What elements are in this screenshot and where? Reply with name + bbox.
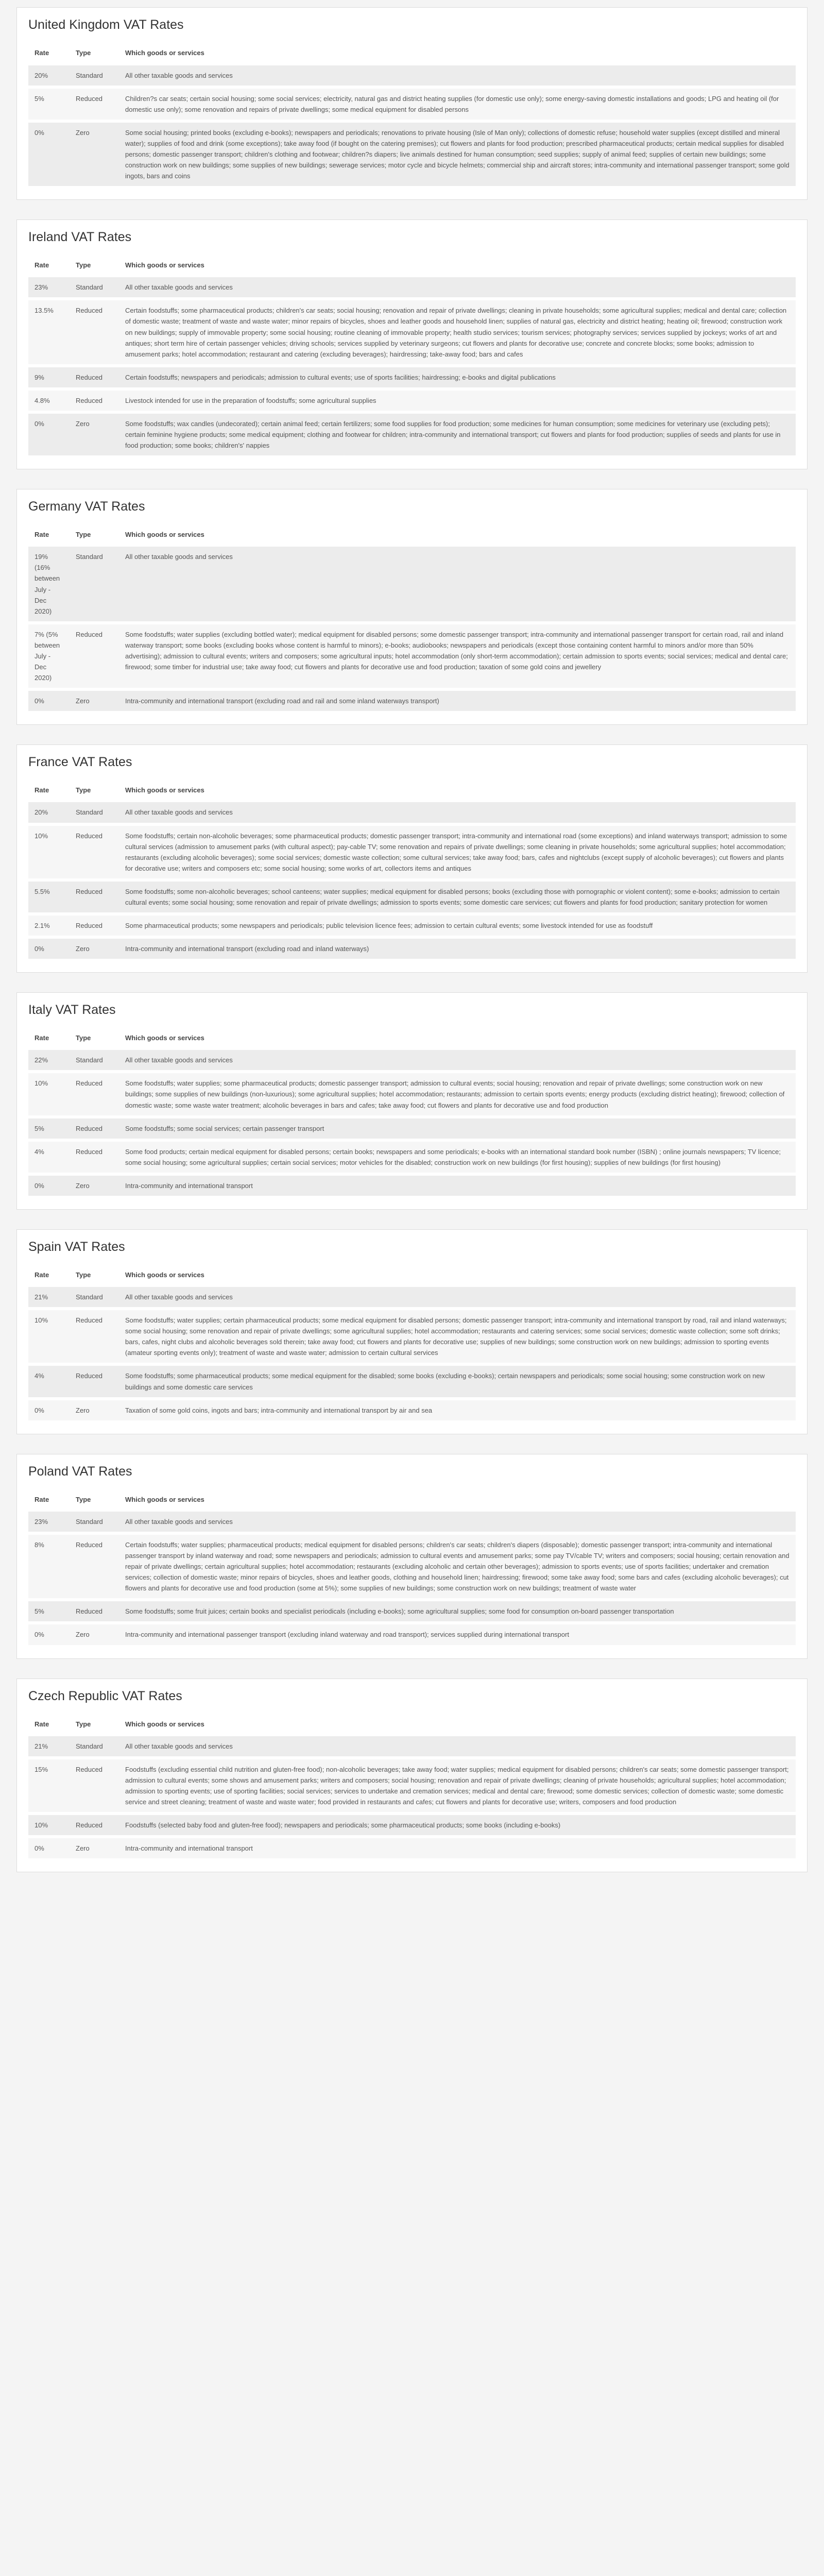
rate-cell: 0% xyxy=(28,1624,70,1645)
type-column-header: Type xyxy=(76,1270,91,1279)
table-row xyxy=(28,1118,796,1139)
table-header-row xyxy=(28,256,796,275)
rate-cell: 2.1% xyxy=(28,916,70,936)
goods-column-header: Which goods or services xyxy=(125,261,204,269)
goods-cell: Intra-community and international transport (excluding road and inland waterways) xyxy=(119,939,796,959)
type-cell: Standard xyxy=(70,802,119,822)
type-cell: Reduced xyxy=(70,367,119,387)
country-vat-title: Germany VAT Rates xyxy=(28,499,145,514)
table-row xyxy=(28,1512,796,1532)
goods-cell: All other taxable goods and services xyxy=(119,1736,796,1756)
table-row xyxy=(28,1838,796,1858)
table-row xyxy=(28,1050,796,1070)
rate-cell: 22% xyxy=(28,1050,70,1070)
rate-cell: 9% xyxy=(28,367,70,387)
type-cell: Zero xyxy=(70,414,119,455)
goods-cell: Intra-community and international transport (excluding road and rail and some inland waterways transport) xyxy=(119,691,796,711)
type-cell: Reduced xyxy=(70,300,119,364)
goods-cell: All other taxable goods and services xyxy=(119,1050,796,1070)
goods-cell: All other taxable goods and services xyxy=(119,277,796,297)
rate-cell: 0% xyxy=(28,939,70,959)
goods-cell: Foodstuffs (selected baby food and gluten-free food); newspapers and periodicals; some pharmaceutical products; some books (including e-books) xyxy=(119,1815,796,1835)
type-cell: Zero xyxy=(70,691,119,711)
rate-cell: 5% xyxy=(28,1118,70,1139)
table-row xyxy=(28,414,796,455)
goods-cell: Some food products; certain medical equipment for disabled persons; certain books; newspapers and some periodicals; e-books with an international standard book number (ISBN) ; online journals newspapers; TV licence; some social housing; some agricultural supplies; certain social services; motor vehicles for the disabled; construction work on new buildings (for first housing); supplies of new buildings (for first housing) xyxy=(119,1142,796,1173)
table-row xyxy=(28,882,796,912)
type-cell: Reduced xyxy=(70,1118,119,1139)
type-cell: Zero xyxy=(70,1400,119,1420)
table-row xyxy=(28,1624,796,1645)
country-vat-card xyxy=(16,1454,808,1659)
goods-cell: Some foodstuffs; water supplies (excluding bottled water); medical equipment for disabled persons; some domestic passenger transport; intra-community and international passenger transport for certain road, rail and inland waterway transport; some books (excluding books whose content is harmful to minors); e-books; audiobooks; newspapers and periodicals (except those containing content harmful to minors and/or more than 50% advertising); admission to cultural events; writers and composers; some agricultural inputs; hotel accommodation (only short-term accommodation); certain admission to sports events; social services; medical and dental care; firewood; some timber for industrial use; take away food; cut flowers and plants for decorative use and food production; taxation of some gold coins and jewellery xyxy=(119,624,796,688)
goods-cell: Foodstuffs (excluding essential child nutrition and gluten-free food); non-alcoholic beverages; take away food; water supplies; medical equipment for disabled persons; children's car seats; some domestic passenger transport; admission to cultural events; some shows and amusement parks; writers and composers; social housing; renovation and repair of private dwellings; cleaning of private households; agricultural supplies; hotel accommodation; admission to sporting events; use of sporting facilities; social services; services to undertake and cremation services; medical and dental care; firewood; some domestic services; collection of domestic waste; some domestic service and street cleaning; treatment of waste and waste water; food provided in restaurants and cafes; cut flowers and plants for decorative use; writers, composers and food production xyxy=(119,1759,796,1812)
goods-column-header: Which goods or services xyxy=(125,49,204,57)
goods-column-header: Which goods or services xyxy=(125,1495,204,1503)
type-column-header: Type xyxy=(76,1033,91,1042)
rate-column-header: Rate xyxy=(35,786,49,794)
vat-rates-table xyxy=(28,253,796,459)
rate-cell: 10% xyxy=(28,826,70,878)
rate-cell: 10% xyxy=(28,1815,70,1835)
type-cell: Reduced xyxy=(70,882,119,912)
type-column-header: Type xyxy=(76,1720,91,1728)
type-cell: Standard xyxy=(70,1050,119,1070)
country-vat-title: Italy VAT Rates xyxy=(28,1002,116,1017)
type-cell: Reduced xyxy=(70,1366,119,1397)
table-row xyxy=(28,802,796,822)
table-row xyxy=(28,367,796,387)
vat-rates-table xyxy=(28,778,796,962)
goods-cell: All other taxable goods and services xyxy=(119,802,796,822)
goods-cell: Some foodstuffs; some social services; certain passenger transport xyxy=(119,1118,796,1139)
rate-cell: 20% xyxy=(28,65,70,86)
country-vat-title: France VAT Rates xyxy=(28,754,132,769)
type-cell: Reduced xyxy=(70,1601,119,1621)
table-row xyxy=(28,624,796,688)
vat-rates-table xyxy=(28,41,796,189)
rate-cell: 5% xyxy=(28,1601,70,1621)
goods-cell: Some foodstuffs; wax candles (undecorated); certain animal feed; certain fertilizers; some food supplies for food production; some medicines for human consumption; some medicines for veterinary use (excluding pets); certain feminine hygiene products; some medical equipment; clothing and footwear for children; intra-community and international transport; cut flowers and plants for food production; supplies of seeds and plants for use in food production; some books; children's' nappies xyxy=(119,414,796,455)
type-cell: Reduced xyxy=(70,391,119,411)
rate-column-header: Rate xyxy=(35,1495,49,1503)
table-row xyxy=(28,1287,796,1307)
goods-cell: Some foodstuffs; water supplies; some pharmaceutical products; domestic passenger transport; admission to cultural events; social housing; renovation and repair of private dwellings; some construction work on new buildings; some supplies of new buildings (non-luxurious); some agricultural supplies; hotel accommodation; restaurants; admission to certain sports events; energy products (excluding district heating); firewood; collection of domestic waste; some waste water treatment; alcoholic beverages in bars and cafes; take away food; cut flowers and plants for decorative use and food production xyxy=(119,1073,796,1115)
rate-cell: 20% xyxy=(28,802,70,822)
table-row xyxy=(28,1142,796,1173)
table-row xyxy=(28,1736,796,1756)
type-cell: Zero xyxy=(70,123,119,186)
type-cell: Reduced xyxy=(70,89,119,120)
rate-cell: 10% xyxy=(28,1073,70,1115)
goods-cell: Certain foodstuffs; water supplies; pharmaceutical products; medical equipment for disabled persons; children's car seats; children's diapers (disposable); domestic passenger transport; intra-community and international passenger transport by inland waterway and road; some newspapers and periodicals; admission to cultural events and amusement parks; some pay TV/cable TV; writers and composers; social housing; certain renovation and repair of private dwellings; certain agricultural supplies; hotel accommodation; restaurants (excluding alcoholic and certain other beverages); admission to sports events; use of sports facilities; undertaker and cremation services; collection of domestic waste; minor repairs of bicycles, shoes and leather goods, clothing and household linen; hairdressing; firewood; some take away food; some bars and cafes (excluding alcoholic beverages); cut flowers and plants for decorative use and food production (some at 5%); some supplies of new buildings; some construction work on new buildings; treatment of waste water xyxy=(119,1535,796,1598)
rate-cell: 21% xyxy=(28,1736,70,1756)
type-cell: Reduced xyxy=(70,1535,119,1598)
table-row xyxy=(28,547,796,621)
table-row xyxy=(28,65,796,86)
table-row xyxy=(28,1176,796,1196)
type-cell: Reduced xyxy=(70,1142,119,1173)
goods-cell: Intra-community and international passenger transport (excluding inland waterway and road transport); services supplied during international transport xyxy=(119,1624,796,1645)
country-vat-title: Poland VAT Rates xyxy=(28,1464,132,1479)
type-cell: Reduced xyxy=(70,826,119,878)
rate-cell: 4.8% xyxy=(28,391,70,411)
table-header-row xyxy=(28,1715,796,1734)
vat-rates-table xyxy=(28,522,796,714)
rate-column-header: Rate xyxy=(35,1033,49,1042)
rate-column-header: Rate xyxy=(35,49,49,57)
rate-cell: 0% xyxy=(28,414,70,455)
table-row xyxy=(28,1310,796,1363)
rate-cell: 19% (16% between July - Dec 2020) xyxy=(28,547,70,621)
table-row xyxy=(28,1601,796,1621)
goods-cell: Intra-community and international transport xyxy=(119,1176,796,1196)
rate-cell: 0% xyxy=(28,123,70,186)
country-vat-card xyxy=(16,744,808,973)
table-header-row xyxy=(28,1490,796,1509)
goods-cell: All other taxable goods and services xyxy=(119,547,796,621)
table-row xyxy=(28,277,796,297)
type-cell: Zero xyxy=(70,1624,119,1645)
goods-column-header: Which goods or services xyxy=(125,1720,204,1728)
type-cell: Standard xyxy=(70,65,119,86)
country-vat-card xyxy=(16,219,808,469)
type-cell: Standard xyxy=(70,1512,119,1532)
table-row xyxy=(28,916,796,936)
goods-cell: Taxation of some gold coins, ingots and bars; intra-community and international transport by air and sea xyxy=(119,1400,796,1420)
rate-cell: 4% xyxy=(28,1366,70,1397)
goods-cell: Certain foodstuffs; newspapers and periodicals; admission to cultural events; use of sports facilities; hairdressing; e-books and digital publications xyxy=(119,367,796,387)
rate-cell: 0% xyxy=(28,1176,70,1196)
table-row xyxy=(28,123,796,186)
type-cell: Reduced xyxy=(70,624,119,688)
goods-cell: All other taxable goods and services xyxy=(119,1287,796,1307)
country-vat-title: Spain VAT Rates xyxy=(28,1239,125,1254)
rate-cell: 4% xyxy=(28,1142,70,1173)
goods-cell: All other taxable goods and services xyxy=(119,1512,796,1532)
goods-cell: Some foodstuffs; certain non-alcoholic beverages; some pharmaceutical products; domestic passenger transport; intra-community and international road (some exceptions) and inland waterways transport; admission to some cultural services (admission to amusement parks (with cultural aspect); pay-cable TV; some renovation and repairs of private dwellings; some cleaning in private households; some agricultural supplies; hotel accommodation; restaurants (excluding alcoholic beverages); some social services; domestic waste collection; some cultural services; take away food; bars, cafes and nightclubs (except supply of alcoholic beverages); cut flowers and plants for decorative use; writers and composers etc; some social housing; some works of art, collectors items and antiques xyxy=(119,826,796,878)
goods-cell: Some foodstuffs; water supplies; certain pharmaceutical products; some medical equipment for disabled persons; domestic passenger transport; intra-community and international transport by road, rail and inland waterways; some social housing; some renovation and repair of private dwellings; some agricultural supplies; hotel accommodation; restaurants and catering services; some social services; domestic waste collection; some soft drinks; bars, cafes, night clubs and alcoholic beverages sold therein; take away food; cut flowers and plants for decorative use; supplies of new buildings; some construction work on new buildings; admission to sporting events (amateur sporting events only); treatment of waste and waste water; admission to certain cultural services xyxy=(119,1310,796,1363)
type-cell: Reduced xyxy=(70,1759,119,1812)
country-vat-card xyxy=(16,7,808,200)
rate-cell: 7% (5% between July - Dec 2020) xyxy=(28,624,70,688)
table-row xyxy=(28,826,796,878)
rate-cell: 5.5% xyxy=(28,882,70,912)
goods-cell: Some foodstuffs; some fruit juices; certain books and specialist periodicals (including e-books); some agricultural supplies; some food for consumption on-board passenger transportation xyxy=(119,1601,796,1621)
table-row xyxy=(28,1400,796,1420)
goods-cell: Some foodstuffs; some pharmaceutical products; some medical equipment for the disabled; some books (excluding e-books); certain newspapers and periodicals; some social housing; some construction work on new buildings and some domestic care services xyxy=(119,1366,796,1397)
type-column-header: Type xyxy=(76,786,91,794)
type-cell: Zero xyxy=(70,1838,119,1858)
type-cell: Zero xyxy=(70,1176,119,1196)
country-vat-card xyxy=(16,1229,808,1434)
table-row xyxy=(28,1759,796,1812)
rate-cell: 23% xyxy=(28,277,70,297)
type-cell: Reduced xyxy=(70,1815,119,1835)
rate-column-header: Rate xyxy=(35,261,49,269)
vat-rates-table xyxy=(28,1487,796,1648)
table-header-row xyxy=(28,44,796,62)
type-cell: Reduced xyxy=(70,1310,119,1363)
rate-cell: 8% xyxy=(28,1535,70,1598)
rate-cell: 23% xyxy=(28,1512,70,1532)
goods-cell: All other taxable goods and services xyxy=(119,65,796,86)
goods-cell: Certain foodstuffs; some pharmaceutical products; children's car seats; social housing; renovation and repair of private dwellings; cleaning in private households; some agricultural supplies; medical and dental care; collection of domestic waste; treatment of waste and waste water; minor repairs of bicycles, shoes and leather goods and household linen; supplies of natural gas, electricity and district heating; heating oil; firewood; construction work on new buildings; supply of immovable property; some social housing; routine cleaning of immovable property; health studio services; tourism services; photography services; services supplied by jockeys; works of art and antiques; short term hire of certain passenger vehicles; driving schools; services supplied by veterinary surgeons; cut flowers and plants for decorative use; concrete and concrete blocks; some books; admission to amusement parks; hotel accommodation; restaurant and catering (excluding beverages); hairdressing; take-away food; bars and cafes xyxy=(119,300,796,364)
rate-cell: 0% xyxy=(28,1400,70,1420)
rate-column-header: Rate xyxy=(35,530,49,538)
table-row xyxy=(28,300,796,364)
rate-cell: 0% xyxy=(28,691,70,711)
table-row xyxy=(28,1815,796,1835)
rate-column-header: Rate xyxy=(35,1720,49,1728)
table-header-row xyxy=(28,526,796,544)
goods-cell: Intra-community and international transport xyxy=(119,1838,796,1858)
country-vat-title: United Kingdom VAT Rates xyxy=(28,18,184,32)
table-row xyxy=(28,89,796,120)
type-cell: Zero xyxy=(70,939,119,959)
goods-cell: Some foodstuffs; some non-alcoholic beverages; school canteens; water supplies; medical equipment for disabled persons; books (excluding those with pornographic or violent content); some e-books; admission to certain cultural events; some social housing; some renovation and repair of private dwellings; admission to sports events; some domestic care services; cut flowers and plants for food production; sanitary protection for women xyxy=(119,882,796,912)
type-column-header: Type xyxy=(76,261,91,269)
goods-column-header: Which goods or services xyxy=(125,1270,204,1279)
table-row xyxy=(28,391,796,411)
goods-cell: Some pharmaceutical products; some newspapers and periodicals; public television licence fees; admission to certain cultural events; some livestock intended for use as foodstuff xyxy=(119,916,796,936)
type-cell: Standard xyxy=(70,1287,119,1307)
goods-column-header: Which goods or services xyxy=(125,1033,204,1042)
country-vat-card xyxy=(16,489,808,725)
type-cell: Standard xyxy=(70,277,119,297)
goods-cell: Children?s car seats; certain social housing; some social services; electricity, natural gas and district heating supplies (for domestic use only); some energy-saving domestic installations and goods; LPG and heating oil (for domestic use only); some renovation and repairs of private dwellings; some medical equipment for disabled persons xyxy=(119,89,796,120)
vat-rates-table xyxy=(28,1026,796,1199)
country-vat-title: Czech Republic VAT Rates xyxy=(28,1688,182,1703)
rate-cell: 0% xyxy=(28,1838,70,1858)
table-header-row xyxy=(28,1029,796,1047)
country-vat-card xyxy=(16,1679,808,1873)
type-column-header: Type xyxy=(76,49,91,57)
type-column-header: Type xyxy=(76,1495,91,1503)
goods-cell: Some social housing; printed books (excluding e-books); newspapers and periodicals; renovations to private housing (Isle of Man only); collections of domestic refuse; household water supplies (except distilled and mineral water); supplies of food and drink (some exceptions); take away food (if bought on the catering premises); cut flowers and plants for food production; prescribed pharmaceutical products; certain medical supplies for disabled persons; domestic passenger transport; children's clothing and footwear; children?s diapers; live animals destined for human consumption; seed supplies; supply of animal feed; supplies of certain new buildings; some construction work on new buildings; some supplies of new buildings; sewerage services; motor cycle and bicycle helmets; commercial ship and aircraft stores; intra-community and international passenger transport; some gold ingots, bars and coins xyxy=(119,123,796,186)
rate-column-header: Rate xyxy=(35,1270,49,1279)
rate-cell: 10% xyxy=(28,1310,70,1363)
type-cell: Reduced xyxy=(70,916,119,936)
type-cell: Standard xyxy=(70,1736,119,1756)
table-header-row xyxy=(28,781,796,800)
table-row xyxy=(28,691,796,711)
type-cell: Reduced xyxy=(70,1073,119,1115)
type-column-header: Type xyxy=(76,530,91,538)
goods-column-header: Which goods or services xyxy=(125,530,204,538)
rate-cell: 5% xyxy=(28,89,70,120)
type-cell: Standard xyxy=(70,547,119,621)
country-vat-title: Ireland VAT Rates xyxy=(28,229,132,244)
rate-cell: 13.5% xyxy=(28,300,70,364)
table-header-row xyxy=(28,1266,796,1284)
table-row xyxy=(28,939,796,959)
vat-rates-table xyxy=(28,1712,796,1862)
table-row xyxy=(28,1535,796,1598)
vat-rates-table xyxy=(28,1263,796,1423)
table-row xyxy=(28,1073,796,1115)
goods-cell: Livestock intended for use in the preparation of foodstuffs; some agricultural supplies xyxy=(119,391,796,411)
table-row xyxy=(28,1366,796,1397)
country-vat-card xyxy=(16,992,808,1210)
goods-column-header: Which goods or services xyxy=(125,786,204,794)
rate-cell: 15% xyxy=(28,1759,70,1812)
rate-cell: 21% xyxy=(28,1287,70,1307)
